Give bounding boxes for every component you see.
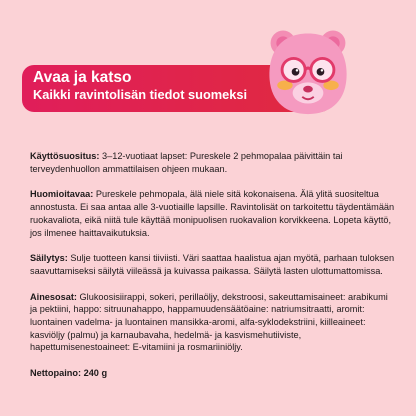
ingredients-label: Ainesosat: — [30, 291, 77, 302]
warning-label: Huomioitavaa: — [30, 189, 94, 200]
net-weight-label: Nettopaino: 240 g — [30, 368, 108, 379]
storage-text: Sulje tuotteen kansi tiiviisti. Väri saattaa haalistua ajan myötä, parhaan tuloksen saavuttamiseksi säilytä viileässä ja kuivassa paikassa. Säilytä lasten ulottumattomissa. — [30, 253, 395, 276]
storage-label: Säilytys: — [30, 253, 68, 264]
pink-bear-with-glasses-icon — [260, 20, 356, 116]
warning-text: Pureskele pehmopala, älä niele sitä kokonaisena. Älä ylitä suositeltua annostusta. Ei saa antaa alle 3-vuotiaille lapsille. Ravintolisät on tarkoitettu täydentämään ruokavaliota, eikä niitä tule käyttää monipuolisen ruokavalion korvikkeena. Lopeta käyttö, jos ilmenee haittavaikutuksia. — [30, 189, 395, 238]
usage-label: Käyttösuositus: — [30, 151, 100, 161]
net-weight-section — [30, 367, 395, 380]
banner-subtitle: Kaikki ravintolisän tiedot suomeksi — [33, 87, 248, 102]
banner-title: Avaa ja katso — [33, 69, 132, 86]
usage-text: 3–12-vuotiaat lapset: Pureskele 2 pehmopalaa päivittäin tai terveydenhuollon ammattilaisen ohjeen mukaan. — [30, 151, 343, 174]
warning-section — [30, 188, 395, 239]
storage-section — [30, 252, 395, 277]
usage-section — [30, 150, 395, 175]
ingredients-text: Glukoosisiirappi, sokeri, perillaöljy, dekstroosi, sakeuttamisaineet: arabikumi ja pektiini, happo: sitruunahappo, happamuudensäätöaine: natriumsitraatti, aromit: luontainen vadelma- ja luontainen mansikka-aromi, alfa-syklodekstriini, kiilleaineet: kasviöljy (palmu) ja karnaubavaha, hedelmä- ja kasvismehutiiviste, hapettumisenestoaineet: E-vitamiini ja rosmariiniöljy. — [30, 291, 388, 353]
product-info — [30, 150, 395, 393]
ingredients-section — [30, 291, 395, 355]
